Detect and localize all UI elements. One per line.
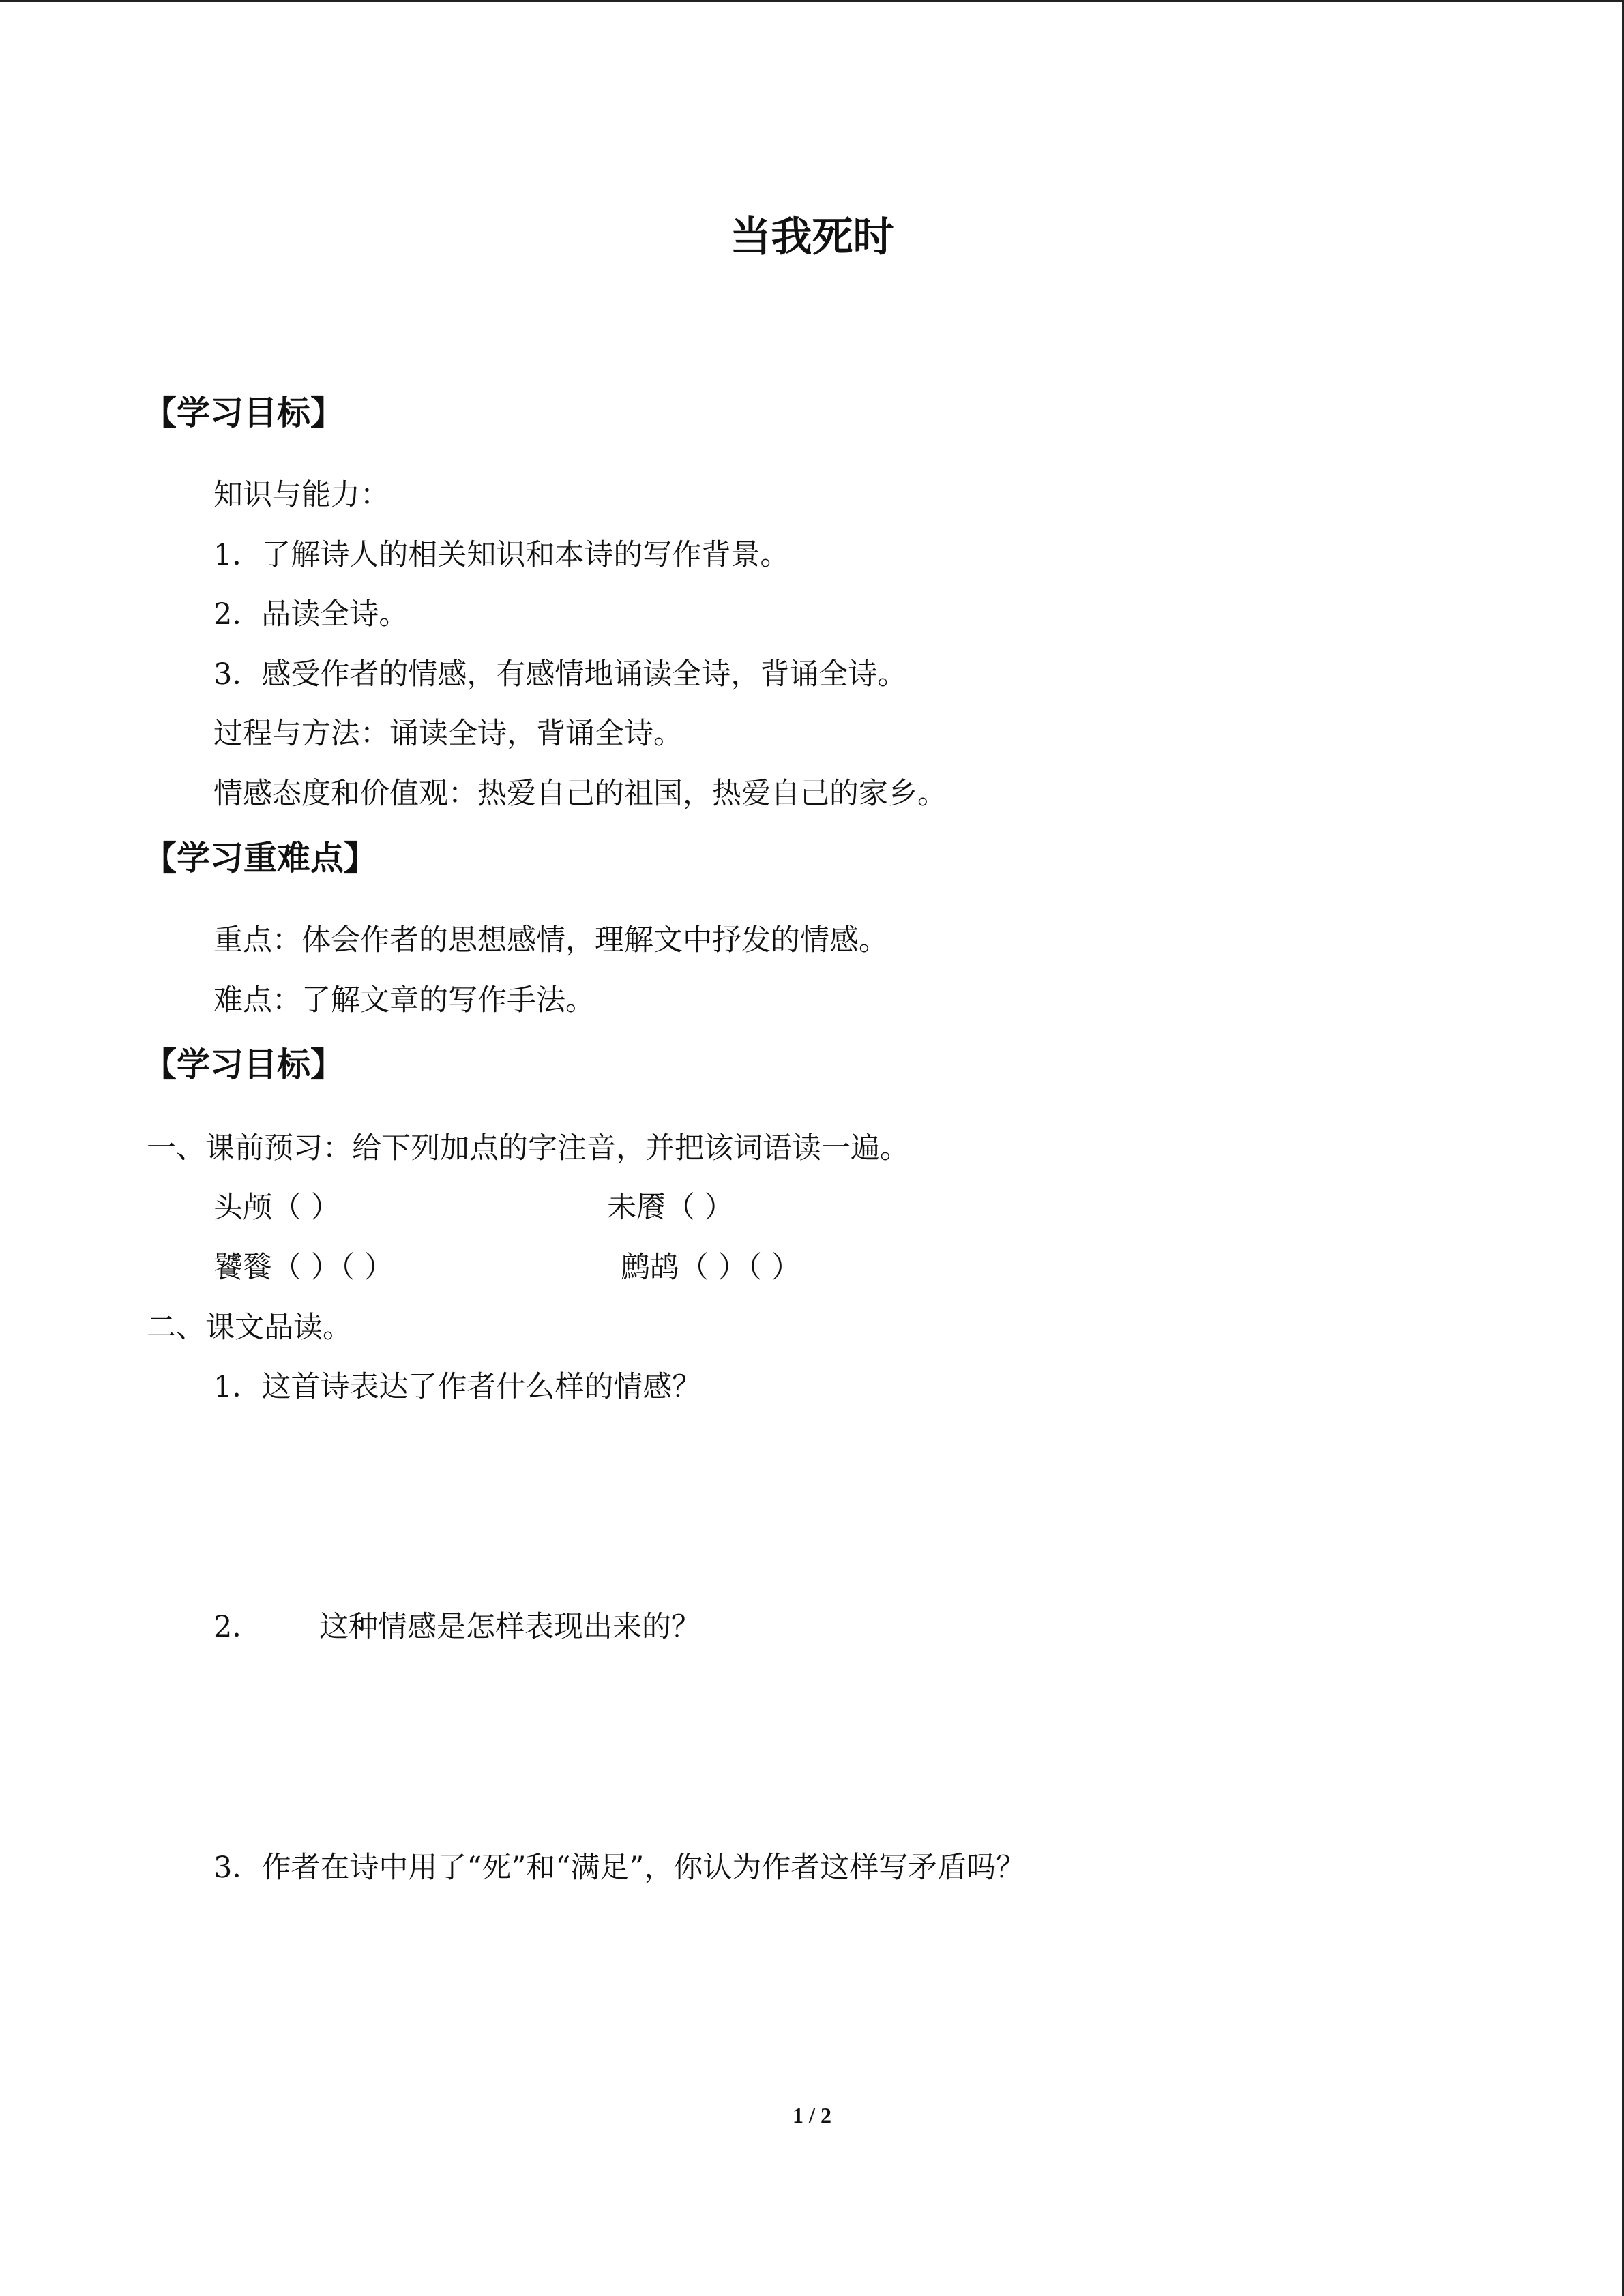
question-2-text: 这种情感是怎样表现出来的？ bbox=[319, 1610, 700, 1644]
preview-instruction: 一、课前预习：给下列加点的字注音，并把该词语读一遍。 bbox=[147, 1131, 909, 1165]
page-number: 1 / 2 bbox=[793, 2103, 831, 2128]
page-title: 当我死时 bbox=[730, 213, 894, 261]
process-method: 过程与方法：诵读全诗，背诵全诗。 bbox=[213, 717, 683, 751]
reading-heading: 二、课文品读。 bbox=[147, 1311, 352, 1345]
pinyin-blank-word1: 头颅（ ） bbox=[213, 1191, 340, 1225]
process-heading: 【学习目标】 bbox=[143, 1045, 344, 1084]
objective-item-2: 2．品读全诗。 bbox=[213, 597, 409, 631]
objective-item-1: 1．了解诗人的相关知识和本诗的写作背景。 bbox=[213, 538, 790, 572]
page-top-border bbox=[0, 0, 1624, 2]
focus-point: 重点：体会作者的思想感情，理解文中抒发的情感。 bbox=[213, 923, 888, 957]
question-1: 1．这首诗表达了作者什么样的情感？ bbox=[213, 1370, 702, 1404]
objective-item-3: 3．感受作者的情感，有感情地诵读全诗，背诵全诗。 bbox=[213, 657, 907, 691]
question-2-number: 2． bbox=[213, 1610, 262, 1644]
key-points-heading: 【学习重难点】 bbox=[143, 839, 378, 878]
question-3: 3．作者在诗中用了“死”和“满足”，你认为作者这样写矛盾吗？ bbox=[213, 1851, 1026, 1885]
pinyin-blank-word4: 鹧鸪（ ）（ ） bbox=[621, 1251, 801, 1285]
pinyin-blank-word2: 未餍（ ） bbox=[607, 1191, 734, 1225]
emotion-values: 情感态度和价值观：热爱自己的祖国，热爱自己的家乡。 bbox=[213, 777, 947, 811]
objectives-heading: 【学习目标】 bbox=[143, 393, 344, 432]
pinyin-blank-word3: 饕餮（ ）（ ） bbox=[213, 1251, 394, 1285]
knowledge-label: 知识与能力： bbox=[213, 478, 389, 512]
difficulty-point: 难点：了解文章的写作手法。 bbox=[213, 983, 595, 1017]
